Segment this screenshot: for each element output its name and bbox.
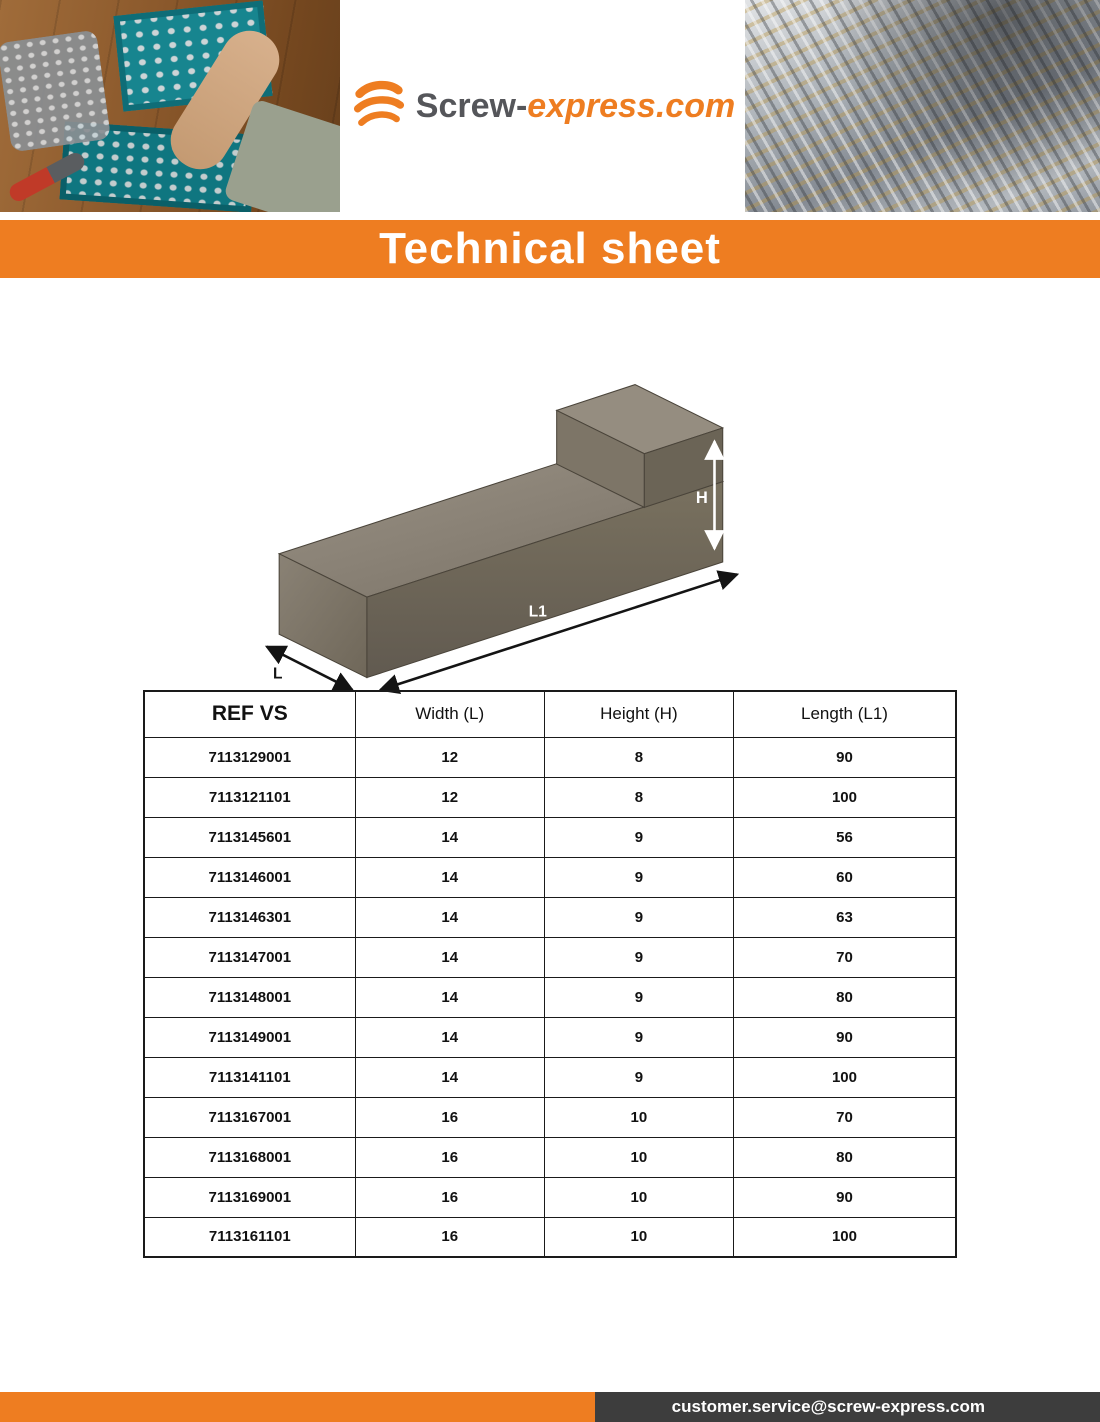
spec-cell: 9 xyxy=(544,937,733,977)
dim-label-h: H xyxy=(695,489,708,508)
spec-cell: 100 xyxy=(733,777,956,817)
title-bar xyxy=(0,220,1100,278)
table-row xyxy=(144,977,956,1017)
table-row xyxy=(144,1057,956,1097)
spec-cell: 9 xyxy=(544,977,733,1017)
header-banner xyxy=(0,0,1100,212)
spec-cell: 9 xyxy=(544,1057,733,1097)
table-row xyxy=(144,777,956,817)
spec-cell: 14 xyxy=(355,1017,544,1057)
brand-name-suffix: express.com xyxy=(527,87,736,125)
spec-cell: 56 xyxy=(733,817,956,857)
ref-cell: 7113149001 xyxy=(144,1017,355,1057)
spec-cell: 9 xyxy=(544,817,733,857)
spec-cell: 9 xyxy=(544,857,733,897)
spec-cell: 14 xyxy=(355,1057,544,1097)
spec-cell: 10 xyxy=(544,1217,733,1257)
spec-cell: 12 xyxy=(355,777,544,817)
table-row xyxy=(144,1217,956,1257)
footer-contact xyxy=(595,1392,1100,1422)
table-row xyxy=(144,1017,956,1057)
spec-cell: 16 xyxy=(355,1137,544,1177)
spec-cell: 16 xyxy=(355,1177,544,1217)
spec-table-header: REF VS xyxy=(144,691,355,737)
footer-accent-stripe xyxy=(0,1392,595,1422)
spec-cell: 63 xyxy=(733,897,956,937)
header-photo-workbench xyxy=(0,0,340,212)
spec-cell: 16 xyxy=(355,1097,544,1137)
dim-label-l1: L1 xyxy=(528,603,547,621)
brand-logo xyxy=(350,80,735,132)
table-row xyxy=(144,857,956,897)
ref-cell: 7113146001 xyxy=(144,857,355,897)
spec-cell: 8 xyxy=(544,777,733,817)
spec-cell: 9 xyxy=(544,1017,733,1057)
brand-swoosh-icon xyxy=(350,80,408,132)
ref-cell: 7113129001 xyxy=(144,737,355,777)
ref-cell: 7113168001 xyxy=(144,1137,355,1177)
spec-cell: 90 xyxy=(733,1017,956,1057)
ref-cell: 7113121101 xyxy=(144,777,355,817)
product-diagram xyxy=(248,332,888,712)
spec-cell: 14 xyxy=(355,857,544,897)
ref-cell: 7113169001 xyxy=(144,1177,355,1217)
ref-cell: 7113148001 xyxy=(144,977,355,1017)
spec-table-header: Width (L) xyxy=(355,691,544,737)
spec-table-body xyxy=(144,737,956,1257)
ref-cell: 7113161101 xyxy=(144,1217,355,1257)
spec-cell: 90 xyxy=(733,737,956,777)
brand-name xyxy=(416,89,735,123)
spec-cell: 10 xyxy=(544,1177,733,1217)
spec-cell: 14 xyxy=(355,937,544,977)
table-row xyxy=(144,937,956,977)
table-row xyxy=(144,737,956,777)
spec-cell: 80 xyxy=(733,977,956,1017)
spec-cell: 100 xyxy=(733,1057,956,1097)
ref-cell: 7113145601 xyxy=(144,817,355,857)
ref-cell: 7113146301 xyxy=(144,897,355,937)
photo-decor-screws xyxy=(0,30,111,153)
spec-table xyxy=(143,690,957,1258)
spec-table-header-row xyxy=(144,691,956,737)
spec-cell: 10 xyxy=(544,1097,733,1137)
key-block-drawing xyxy=(248,332,888,724)
table-row xyxy=(144,1137,956,1177)
page-title: Technical sheet xyxy=(379,224,721,273)
spec-table-wrap xyxy=(143,690,957,1258)
spec-cell: 14 xyxy=(355,897,544,937)
spec-cell: 12 xyxy=(355,737,544,777)
spec-cell: 70 xyxy=(733,937,956,977)
spec-cell: 10 xyxy=(544,1137,733,1177)
spec-cell: 9 xyxy=(544,897,733,937)
ref-cell: 7113147001 xyxy=(144,937,355,977)
logo-zone xyxy=(340,0,745,212)
dim-label-l: L xyxy=(272,665,283,683)
footer-email: customer.service@screw-express.com xyxy=(671,1397,985,1416)
spec-cell: 14 xyxy=(355,817,544,857)
footer-bar xyxy=(0,1392,1100,1422)
spec-cell: 100 xyxy=(733,1217,956,1257)
spec-cell: 80 xyxy=(733,1137,956,1177)
brand-name-prefix: Screw- xyxy=(415,87,528,125)
ref-cell: 7113167001 xyxy=(144,1097,355,1137)
ref-cell: 7113141101 xyxy=(144,1057,355,1097)
spec-table-header: Height (H) xyxy=(544,691,733,737)
table-row xyxy=(144,897,956,937)
spec-cell: 16 xyxy=(355,1217,544,1257)
header-photo-screw-pile xyxy=(745,0,1100,212)
spec-cell: 14 xyxy=(355,977,544,1017)
table-row xyxy=(144,1177,956,1217)
spec-cell: 60 xyxy=(733,857,956,897)
table-row xyxy=(144,817,956,857)
spec-table-header: Length (L1) xyxy=(733,691,956,737)
table-row xyxy=(144,1097,956,1137)
spec-cell: 70 xyxy=(733,1097,956,1137)
spec-cell: 90 xyxy=(733,1177,956,1217)
spec-cell: 8 xyxy=(544,737,733,777)
